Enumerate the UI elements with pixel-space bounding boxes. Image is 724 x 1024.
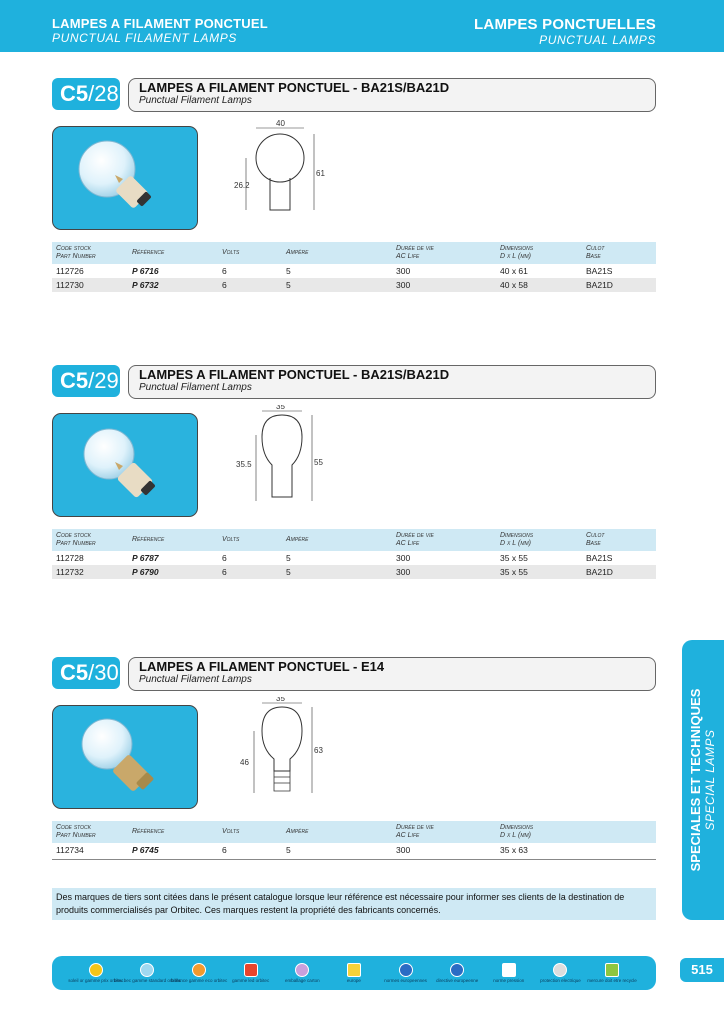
- emballage-icon: [295, 963, 309, 977]
- table-header-row: Code stock Part Number Référence Volts Ampère Durée de vie AC Life Dimensions D x L (mm): [52, 821, 656, 843]
- svg-text:63: 63: [314, 746, 323, 755]
- category-side-tab: [682, 640, 724, 920]
- svg-text:35: 35: [276, 697, 285, 703]
- header-right-title: LAMPES PONCTUELLES: [474, 16, 656, 33]
- product-title: LAMPES A FILAMENT PONCTUEL - BA21S/BA21D: [139, 367, 450, 382]
- trademark-disclaimer: Des marques de tiers sont citées dans le présent catalogue lorsque leur référence est nécessaire pour informer ses clients de la destination de produits commercialisés par Orbitec. Ces marques restent la propriété des fabricants concernés.: [52, 888, 656, 920]
- product-subtitle: Punctual Filament Lamps: [139, 674, 252, 685]
- svg-text:35.5: 35.5: [236, 460, 252, 469]
- svg-text:61: 61: [316, 169, 325, 178]
- product-title: LAMPES A FILAMENT PONCTUEL - BA21S/BA21D: [139, 80, 450, 95]
- table-divider: [52, 859, 656, 860]
- legend-item: brillance gamme eco orbitec: [177, 963, 221, 983]
- svg-text:35: 35: [276, 405, 285, 411]
- legend-item: directive europeenne: [435, 963, 479, 983]
- legend-item: protection electrique: [538, 963, 582, 983]
- orange-circle-icon: [192, 963, 206, 977]
- product-section-c5-29: [52, 365, 656, 587]
- product-title-box: [128, 78, 656, 112]
- mercury-icon: [605, 963, 619, 977]
- legend-item: norme pression: [487, 963, 531, 983]
- side-tab-title: SPECIALES ET TECHNIQUES: [688, 688, 703, 872]
- table-header-row: Code stock Part Number Référence Volts Ampère Durée de vie AC Life Dimensions D x L (mm) Culot Base: [52, 242, 656, 264]
- directive-icon: [450, 963, 464, 977]
- product-subtitle: Punctual Filament Lamps: [139, 382, 252, 393]
- side-tab-subtitle: SPECIAL LAMPS: [703, 729, 717, 831]
- table-row: 112726 P 6716 6 5 300 40 x 61 BA21S: [52, 264, 656, 278]
- poste-icon: [502, 963, 516, 977]
- header-left: [52, 16, 268, 45]
- table-header-row: Code stock Part Number Référence Volts Ampère Durée de vie AC Life Dimensions D x L (mm) Culot Base: [52, 529, 656, 551]
- legend-item: emballage carton: [280, 963, 324, 983]
- legend-item: soleil or gamme prix orbitec: [74, 963, 118, 983]
- ce-icon: [399, 963, 413, 977]
- svg-text:26.2: 26.2: [234, 181, 250, 190]
- lamp-photo: [52, 413, 198, 517]
- lamp-photo: [52, 126, 198, 230]
- product-title-box: [128, 657, 656, 691]
- product-title-box: [128, 365, 656, 399]
- blue-circle-icon: [140, 963, 154, 977]
- table-row: 112730 P 6732 6 5 300 40 x 58 BA21D: [52, 278, 656, 292]
- europe-icon: [347, 963, 361, 977]
- legend-item: bleu bec gamme standard orbitec: [125, 963, 169, 983]
- protection-icon: [553, 963, 567, 977]
- lamp-dimension-drawing: [232, 118, 332, 238]
- svg-text:55: 55: [314, 458, 323, 467]
- lamp-dimension-drawing: [232, 405, 332, 525]
- product-subtitle: Punctual Filament Lamps: [139, 95, 252, 106]
- product-section-c5-28: [52, 78, 656, 300]
- legend-item: gamme led orbitec: [229, 963, 273, 983]
- led-icon: [244, 963, 258, 977]
- product-title: LAMPES A FILAMENT PONCTUEL - E14: [139, 659, 385, 674]
- svg-text:40: 40: [276, 119, 285, 128]
- product-code-badge: C5/30: [52, 657, 120, 689]
- footer-legend-bar: [52, 956, 656, 990]
- table-row: 112734 P 6745 6 5 300 35 x 63: [52, 843, 656, 857]
- table-row: 112728 P 6787 6 5 300 35 x 55 BA21S: [52, 551, 656, 565]
- product-code-badge: C5/29: [52, 365, 120, 397]
- product-section-c5-30: [52, 657, 656, 865]
- page-number: 515: [680, 958, 724, 982]
- spec-table: [52, 529, 656, 579]
- sun-icon: [89, 963, 103, 977]
- product-code-badge: C5/28: [52, 78, 120, 110]
- lamp-dimension-drawing: [232, 697, 332, 817]
- spec-table: [52, 821, 656, 857]
- legend-item: normes europeennes: [384, 963, 428, 983]
- legend-item: mercure doit etre recycle: [590, 963, 634, 983]
- header-left-title: LAMPES A FILAMENT PONCTUEL: [52, 16, 268, 31]
- header-right: [474, 16, 656, 47]
- header-right-subtitle: PUNCTUAL LAMPS: [539, 33, 656, 47]
- table-row: 112732 P 6790 6 5 300 35 x 55 BA21D: [52, 565, 656, 579]
- page-header: [0, 0, 724, 52]
- header-left-subtitle: PUNCTUAL FILAMENT LAMPS: [52, 31, 237, 45]
- legend-item: europe: [332, 963, 376, 983]
- lamp-photo: [52, 705, 198, 809]
- svg-text:46: 46: [240, 758, 249, 767]
- spec-table: [52, 242, 656, 292]
